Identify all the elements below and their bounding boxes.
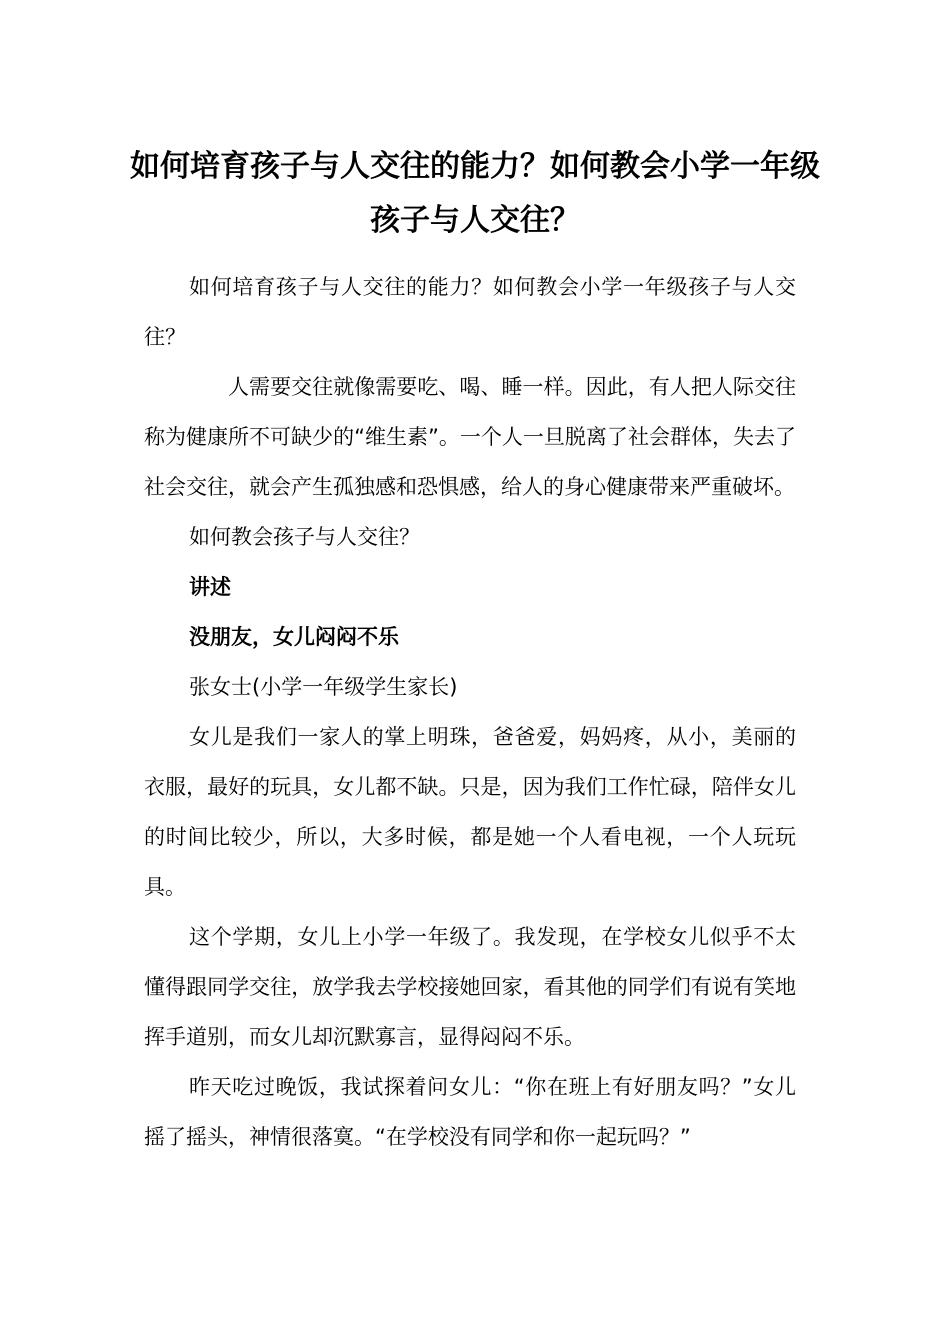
document-body	[144, 262, 796, 1162]
section-heading-narrative: 讲述	[189, 575, 231, 599]
document-title: 如何培育孩子与人交往的能力？如何教会小学一年级孩子与人交往？	[130, 149, 820, 238]
paragraph-first-grade: 这个学期，女儿上小学一年级了。我发现，在学校女儿似乎不太懂得跟同学交往，放学我去学校接她回家，看其他的同学们有说有笑地挥手道别，而女儿却沉默寡言，显得闷闷不乐。	[144, 925, 796, 1049]
paragraph-author: 张女士(小学一年级学生家长)	[189, 675, 458, 699]
paragraph-how-to-teach: 如何教会孩子与人交往？	[189, 525, 420, 549]
paragraph-social-need: 人需要交往就像需要吃、喝、睡一样。因此，有人把人际交往称为健康所不可缺少的“维生素”。一个人一旦脱离了社会群体，失去了社会交往，就会产生孤独感和恐惧感，给人的身心健康带来严重破坏。	[144, 375, 796, 499]
paragraph-dinner-conversation: 昨天吃过晚饭，我试探着问女儿：“你在班上有好朋友吗？”女儿摇了摇头，神情很落寞。“在学校没有同学和你一起玩吗？”	[144, 1075, 796, 1149]
paragraph-daughter-background: 女儿是我们一家人的掌上明珠，爸爸爱，妈妈疼，从小，美丽的衣服，最好的玩具，女儿都不缺。只是，因为我们工作忙碌，陪伴女儿的时间比较少，所以，大多时候，都是她一个人看电视，一个人玩玩具。	[144, 725, 796, 899]
paragraph-intro-question: 如何培育孩子与人交往的能力？如何教会小学一年级孩子与人交往？	[144, 275, 796, 349]
section-subheading: 没朋友，女儿闷闷不乐	[189, 625, 399, 649]
